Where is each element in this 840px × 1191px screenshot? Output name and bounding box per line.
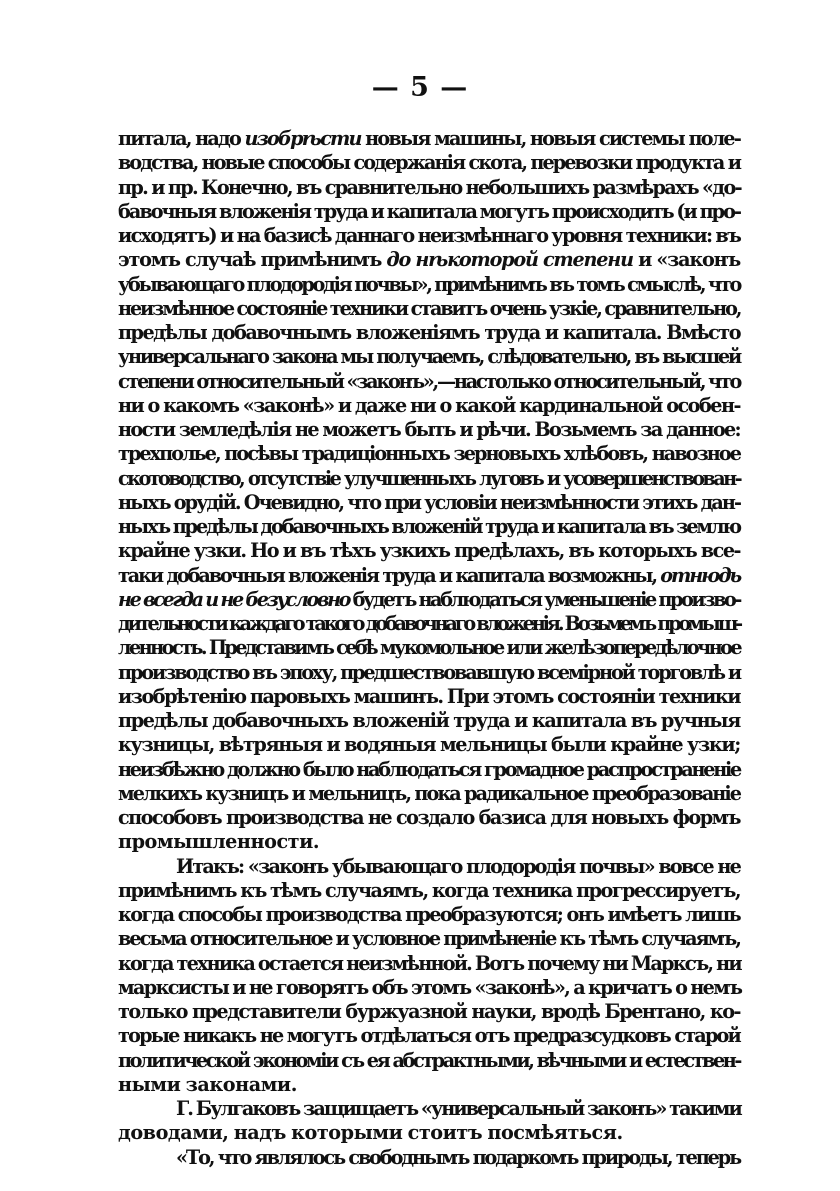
text-segment: дительности каждаго такого добавочнаго вложенія. Возьмемъ промыш- (118, 612, 740, 635)
text-line (118, 564, 740, 588)
text-segment: способовъ производства не создало базиса для новыхъ формъ (118, 806, 740, 829)
text-line (118, 491, 740, 515)
text-segment: когда способы производства преобразуются; онъ имѣетъ лишь (118, 903, 740, 926)
text-line (118, 1024, 740, 1048)
text-segment: мелкихъ кузницъ и мельницъ, пока радикальное преобразованіе (118, 781, 740, 805)
text-line (118, 151, 740, 175)
emphasis-text: не всегда и не безусловно (118, 587, 350, 611)
text-segment: степени относительный «законъ»,—настолько относительный, что (118, 369, 740, 393)
text-line (118, 418, 740, 442)
text-line (118, 1049, 740, 1073)
text-line (118, 224, 740, 248)
text-segment: неизмѣнное состояніе техники ставитъ очень узкіе, сравнительно, (118, 296, 741, 320)
text-line (118, 588, 740, 612)
text-segment: промышленности. (118, 830, 320, 854)
text-segment: неизбѣжно должно было наблюдаться громадное распространеніе (118, 757, 740, 781)
text-line (118, 636, 740, 660)
text-line (118, 297, 740, 321)
text-segment: новыя машины, новыя системы поле- (360, 127, 740, 150)
text-segment: скотоводство, отсутствіе улучшенныхъ луговъ и усовершенствован- (118, 466, 740, 490)
text-line (118, 952, 740, 976)
text-line (118, 273, 740, 297)
text-line (118, 830, 740, 854)
text-line (118, 685, 740, 709)
text-line (118, 612, 740, 636)
text-segment: этомъ случаѣ примѣнимъ (118, 248, 387, 272)
text-line (118, 855, 740, 879)
text-segment: таки добавочныя вложенія труда и капитала возможны, (118, 563, 661, 587)
text-segment: только представители буржуазной науки, вродѣ Брентано, ко- (118, 1000, 740, 1023)
text-line (118, 806, 740, 830)
text-line (118, 345, 740, 369)
text-line (118, 927, 740, 951)
text-line (118, 200, 740, 224)
text-segment: ности земледѣлія не можетъ быть и рѣчи. Возьмемъ за данное: (118, 418, 740, 441)
text-segment: изобрѣтенію паровыхъ машинъ. При этомъ состояніи техники (118, 684, 740, 708)
text-line (118, 321, 740, 345)
text-line (118, 370, 740, 394)
text-segment: ныхъ предѣлы добавочныхъ вложеній труда и капитала въ землю (118, 515, 740, 538)
text-line (118, 1000, 740, 1024)
text-line (118, 709, 740, 733)
text-segment: исходятъ) и на базисѣ даннаго неизмѣннаго уровня техники: въ (118, 224, 741, 247)
text-line (118, 903, 740, 927)
text-segment: доводами, надъ которыми стоитъ посмѣяться. (118, 1121, 623, 1145)
text-segment: ни о какомъ «законѣ» и даже ни о какой кардинальной особен- (118, 393, 740, 417)
text-segment: когда техника остается неизмѣнной. Вотъ почему ни Марксъ, ни (118, 951, 741, 975)
text-line (118, 442, 740, 466)
text-line (118, 661, 740, 685)
text-segment: убывающаго плодородія почвы», примѣнимъ въ томъ смыслѣ, что (118, 272, 740, 296)
text-segment: Г. Булгаковъ защищаетъ «универсальный законъ» такими (176, 1097, 741, 1120)
emphasis-text: до нѣкоторой степени (386, 248, 633, 272)
text-segment: ленность. Представимъ себѣ мукомольное или желѣзопередѣлочное (118, 636, 740, 660)
text-segment: предѣлы добавочныхъ вложеній труда и капитала въ ручныя (118, 709, 740, 732)
body-text (118, 127, 740, 1170)
text-line (118, 467, 740, 491)
text-line (118, 394, 740, 418)
text-segment: весьма относительное и условное примѣненіе къ тѣмъ случаямъ, (118, 927, 740, 951)
text-segment: торые никакъ не могутъ отдѣлаться отъ предразсудковъ старой (118, 1024, 740, 1048)
text-segment: политической экономіи съ ея абстрактными, вѣчными и естествен- (118, 1048, 740, 1072)
text-segment: питала, надо (118, 127, 245, 150)
emphasis-text: отнюдь (660, 563, 740, 587)
text-segment: и «законъ (632, 248, 740, 272)
text-segment: Итакъ: «законъ убывающаго плодородія почвы» вовсе не (176, 854, 740, 878)
text-segment: предѣлы добавочнымъ вложеніямъ труда и капитала. Вмѣсто (118, 321, 740, 344)
text-segment: примѣнимъ къ тѣмъ случаямъ, когда техника прогрессируетъ, (118, 878, 740, 902)
text-line (118, 879, 740, 903)
text-segment: пр. и пр. Конечно, въ сравнительно небольшихъ размѣрахъ «до- (118, 175, 741, 199)
text-line (118, 515, 740, 539)
text-line (118, 976, 740, 1000)
text-segment: «То, что являлось свободнымъ подаркомъ природы, теперь (176, 1145, 740, 1169)
text-line (118, 782, 740, 806)
text-segment: трехполье, посѣвы традиціонныхъ зерновыхъ хлѣбовъ, навозное (118, 442, 740, 466)
emphasis-text: изобрѣсти (244, 127, 361, 150)
text-segment: универсальнаго закона мы получаемъ, слѣдовательно, въ высшей (118, 345, 740, 369)
text-segment: производство въ эпоху, предшествовавшую всемірной торговлѣ и (118, 660, 740, 684)
text-line (118, 733, 740, 757)
text-segment: ными законами. (118, 1072, 297, 1096)
text-segment: марксисты и не говорятъ объ этомъ «законѣ», а кричатъ о немъ (118, 975, 742, 999)
text-line (118, 758, 740, 782)
text-segment: ныхъ орудій. Очевидно, что при условіи неизмѣнности этихъ дан- (118, 490, 740, 514)
text-segment: водства, новые способы содержанія скота, перевозки продукта и (118, 151, 740, 175)
text-segment: будетъ наблюдаться уменьшеніе произво- (349, 587, 740, 611)
text-line (118, 1146, 740, 1170)
page-number: — 5 — (371, 72, 469, 103)
text-line (118, 176, 740, 200)
text-line (118, 1097, 740, 1121)
text-line (118, 248, 740, 272)
text-line (118, 539, 740, 563)
text-segment: бавочныя вложенія труда и капитала могутъ происходить (и про- (118, 199, 740, 223)
text-segment: крайне узки. Но и въ тѣхъ узкихъ предѣлахъ, въ которыхъ все- (118, 539, 740, 563)
text-segment: кузницы, вѣтряныя и водяныя мельницы были крайне узки; (118, 733, 740, 757)
text-line (118, 127, 740, 151)
text-line (118, 1073, 740, 1097)
text-line (118, 1121, 740, 1145)
